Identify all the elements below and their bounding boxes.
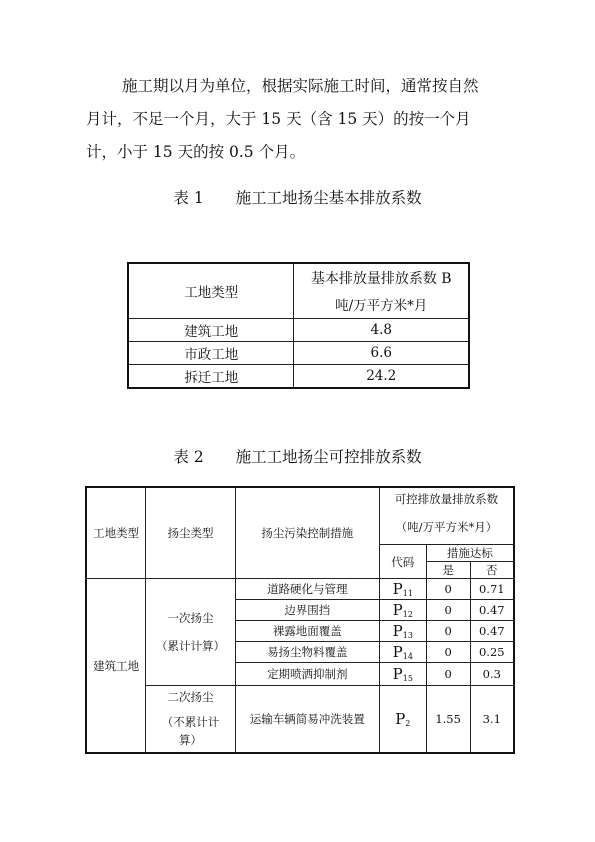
table2-header-row bbox=[86, 487, 514, 545]
table2-dust-primary bbox=[146, 579, 236, 686]
table1-header-coefficient bbox=[294, 263, 469, 319]
table2-controllable-coefficients bbox=[85, 486, 515, 754]
table1-caption-title: 施工工地扬尘基本排放系数 bbox=[235, 189, 422, 207]
table2-measure: 易扬尘物料覆盖 bbox=[235, 642, 379, 663]
table2-yes-value: 0 bbox=[426, 642, 470, 663]
table-row bbox=[86, 579, 514, 600]
table2-caption bbox=[0, 445, 595, 467]
table1-value: 4.8 bbox=[294, 319, 469, 342]
table1-value: 24.2 bbox=[294, 365, 469, 389]
table2-dust-primary-label: 一次扬尘 bbox=[167, 610, 214, 625]
table2-header-coefficient-title: 可控排放量排放系数 bbox=[394, 492, 499, 506]
table1-caption-number: 表 1 bbox=[173, 189, 204, 207]
table1-header-site-type: 工地类型 bbox=[128, 263, 294, 319]
table2-dust-secondary bbox=[146, 686, 236, 754]
table2-site-type: 建筑工地 bbox=[86, 579, 146, 754]
table2-header-site-type: 工地类型 bbox=[86, 487, 146, 579]
table2-code: $P_{14}$ bbox=[379, 642, 426, 663]
table1-caption bbox=[0, 186, 595, 208]
table2-dust-primary-note: （累计计算） bbox=[155, 639, 225, 653]
table1-site-type: 市政工地 bbox=[128, 342, 294, 365]
table1-basic-coefficients bbox=[127, 262, 470, 389]
table2-header-no: 否 bbox=[470, 562, 514, 579]
table2-no-value: 0.47 bbox=[470, 600, 514, 621]
table2-measure: 裸露地面覆盖 bbox=[235, 621, 379, 642]
table1-site-type: 建筑工地 bbox=[128, 319, 294, 342]
table2-measure: 边界围挡 bbox=[235, 600, 379, 621]
intro-paragraph bbox=[86, 70, 516, 169]
table2-yes-value: 1.55 bbox=[426, 686, 470, 754]
intro-line-3: 计，小于 15 天的按 0.5 个月。 bbox=[86, 143, 306, 161]
table1-header-coefficient-unit: 吨/万平方米*月 bbox=[335, 298, 428, 314]
table2-measure: 道路硬化与管理 bbox=[235, 579, 379, 600]
table2-header-measure: 扬尘污染控制措施 bbox=[235, 487, 379, 579]
table2-no-value: 3.1 bbox=[470, 686, 514, 754]
table2-header-yes: 是 bbox=[426, 562, 470, 579]
table2-no-value: 0.3 bbox=[470, 663, 514, 686]
table1-site-type: 拆迁工地 bbox=[128, 365, 294, 389]
table2-header-standard: 措施达标 bbox=[426, 545, 514, 562]
table2-code: $P_{15}$ bbox=[379, 663, 426, 686]
table2-measure: 定期喷洒抑制剂 bbox=[235, 663, 379, 686]
table2-yes-value: 0 bbox=[426, 663, 470, 686]
table2-yes-value: 0 bbox=[426, 600, 470, 621]
table2-code: $P_{11}$ bbox=[379, 579, 426, 600]
table2-dust-secondary-label: 二次扬尘 bbox=[167, 690, 214, 705]
table2-yes-value: 0 bbox=[426, 621, 470, 642]
table-row bbox=[128, 342, 469, 365]
intro-line-2: 月计，不足一个月，大于 15 天（含 15 天）的按一个月 bbox=[86, 110, 471, 128]
table2-dust-secondary-note-1: （不累计计 bbox=[161, 714, 220, 729]
table2-caption-title: 施工工地扬尘可控排放系数 bbox=[235, 448, 422, 466]
table2-no-value: 0.25 bbox=[470, 642, 514, 663]
table-row bbox=[86, 686, 514, 754]
table2-header-code: 代码 bbox=[379, 545, 426, 579]
table1-header-coefficient-title: 基本排放量排放系数 B bbox=[310, 271, 452, 287]
table2-no-value: 0.71 bbox=[470, 579, 514, 600]
table2-code: $P_{13}$ bbox=[379, 621, 426, 642]
table1-value: 6.6 bbox=[294, 342, 469, 365]
table2-code: $P_{12}$ bbox=[379, 600, 426, 621]
table2-measure: 运输车辆简易冲洗装置 bbox=[235, 686, 379, 754]
table2-header-coefficient bbox=[379, 487, 514, 545]
table2-no-value: 0.47 bbox=[470, 621, 514, 642]
table2-header-coefficient-unit: （吨/万平方米*月） bbox=[395, 520, 498, 534]
table-row bbox=[128, 365, 469, 389]
table2-yes-value: 0 bbox=[426, 579, 470, 600]
table-row bbox=[128, 319, 469, 342]
table2-dust-secondary-note-2: 算） bbox=[178, 733, 202, 748]
table2-caption-number: 表 2 bbox=[173, 448, 204, 466]
table2-code: $P_2$ bbox=[379, 686, 426, 754]
table2-header-dust-type: 扬尘类型 bbox=[146, 487, 236, 579]
intro-line-1: 施工期以月为单位，根据实际施工时间，通常按自然 bbox=[122, 77, 479, 95]
table1-header-row bbox=[128, 263, 469, 319]
